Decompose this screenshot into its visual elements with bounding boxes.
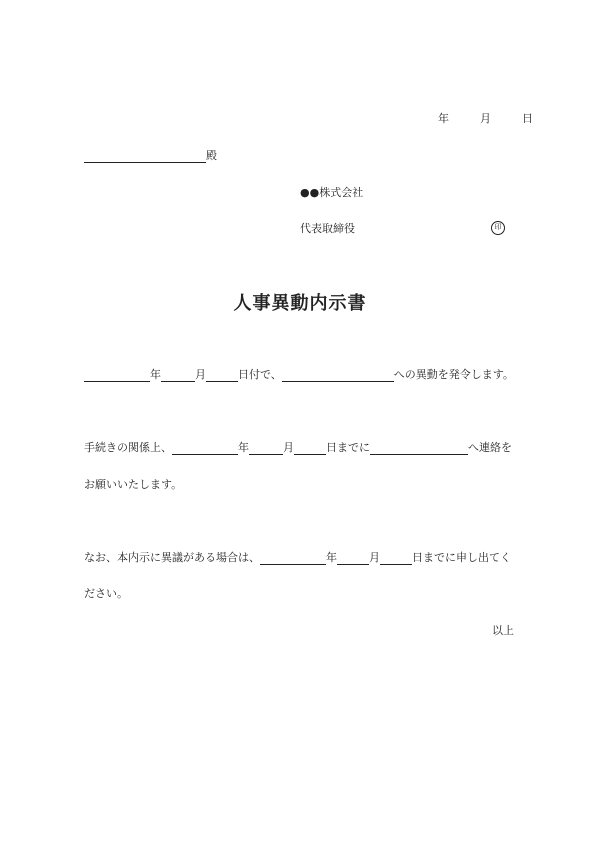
procedure-month-blank[interactable]	[249, 442, 283, 455]
procedure-lead-text: 手続きの関係上、	[84, 441, 172, 454]
transfer-month-blank[interactable]	[161, 369, 195, 382]
procedure-year-blank[interactable]	[172, 442, 238, 455]
procedure-day-blank[interactable]	[294, 442, 326, 455]
paragraph-procedure	[84, 439, 512, 455]
procedure-deadline-label: 日までに	[326, 441, 370, 454]
seal-mark	[491, 219, 505, 235]
document-title: 人事異動内示書	[233, 293, 367, 314]
objection-day-blank[interactable]	[380, 552, 412, 565]
objection-deadline-text: 日までに申し出てく	[412, 551, 511, 564]
transfer-dated-label: 日付で、	[238, 368, 282, 381]
procedure-contact-blank[interactable]	[370, 442, 468, 455]
procedure-month-label: 月	[283, 441, 294, 454]
objection-year-blank[interactable]	[260, 552, 326, 565]
paragraph-transfer	[84, 366, 514, 382]
transfer-day-blank[interactable]	[206, 369, 238, 382]
transfer-order-text: への異動を発令します。	[393, 368, 514, 381]
seal-icon: 印	[491, 221, 505, 235]
recipient-line	[84, 147, 217, 163]
procedure-line2: お願いいたします。	[84, 478, 183, 491]
objection-year-label: 年	[326, 551, 337, 564]
objection-month-blank[interactable]	[337, 552, 369, 565]
date-month-label: 月	[480, 112, 491, 125]
issuer-company: ●●株式会社	[300, 186, 364, 199]
transfer-month-label: 月	[195, 368, 206, 381]
transfer-year-blank[interactable]	[84, 369, 150, 382]
date-day-label: 日	[522, 112, 533, 125]
objection-lead-text: なお、本内示に異議がある場合は、	[84, 551, 260, 564]
objection-month-label: 月	[369, 551, 380, 564]
recipient-honorific: 殿	[206, 149, 217, 162]
procedure-year-label: 年	[238, 441, 249, 454]
recipient-blank[interactable]	[84, 150, 206, 163]
transfer-destination-blank[interactable]	[282, 369, 394, 382]
objection-line2: ださい。	[84, 587, 128, 600]
transfer-year-label: 年	[150, 368, 161, 381]
date-year-label: 年	[438, 112, 449, 125]
procedure-contact-text: へ連絡を	[468, 441, 512, 454]
closing-text: 以上	[492, 624, 514, 637]
date-line	[438, 110, 533, 126]
paragraph-objection	[84, 549, 511, 565]
issuer-representative: 代表取締役	[300, 222, 355, 235]
